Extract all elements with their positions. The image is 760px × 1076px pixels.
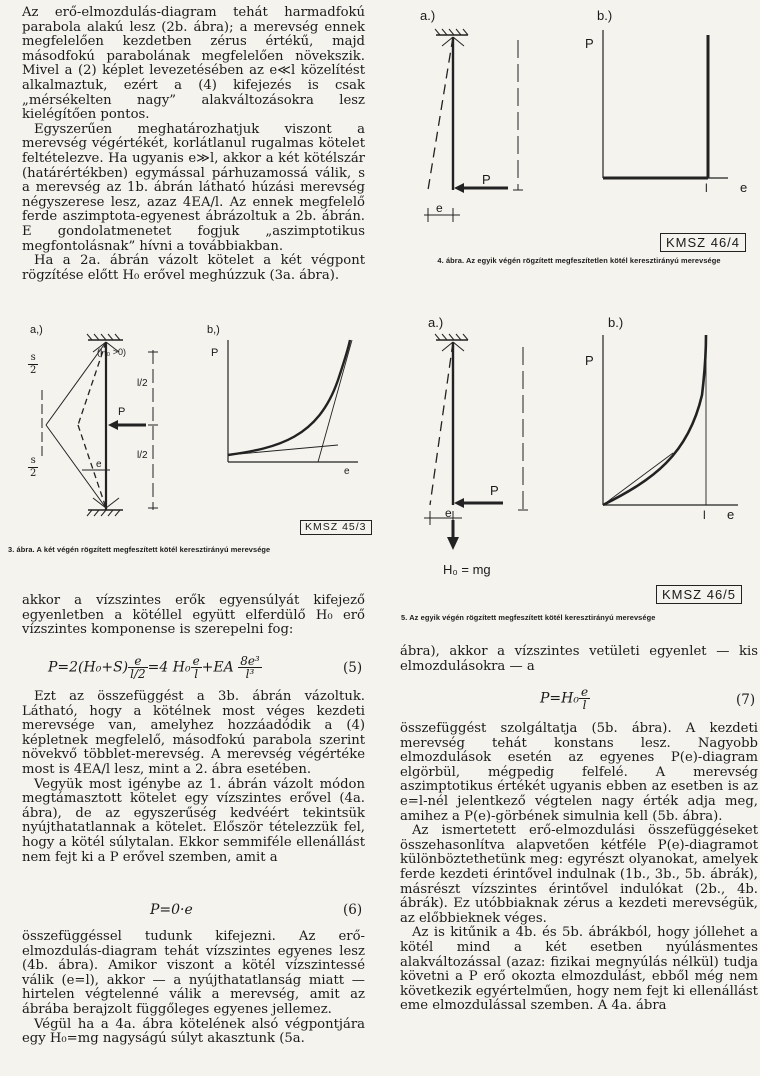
eq5-number: (5) <box>343 660 363 676</box>
fig5-axis-e: e <box>727 507 735 522</box>
left-after6-text <box>22 930 365 1047</box>
fig3-l-half-top: l/2 <box>137 378 148 389</box>
paragraph: Az is kitűnik a 4b. és 5b. ábrákból, hogy jóllehet a kötél mind a két esetben nyúlásmentes alakváltozással (azaz: fizikai megnyúlás nélkül) tudja követni a P erő okozta elmozdulást, ebből még nem következik egyértelműen, hogy nem fejt ki ellenállást eme elmozdulással szemben. A 4a. ábra <box>400 925 758 1014</box>
fig5-axis-p: P <box>585 353 594 368</box>
frac-den: l <box>582 698 587 712</box>
equation-5 <box>48 655 262 680</box>
fig5-caption: 5. Az egyik végén rögzített megfeszített kötél keresztirányú merevsége <box>401 613 656 622</box>
fig4-offset-e: e <box>436 201 443 215</box>
fig3-tag: KMSZ 45/3 <box>300 520 372 535</box>
fig5-label-a: a.) <box>428 315 444 330</box>
fig3-axis-e: e <box>344 466 350 477</box>
fig3-pe-diagram <box>218 340 358 470</box>
right-after7-text <box>400 722 758 1014</box>
fig3-label-b: b,) <box>207 324 220 336</box>
fig3-offset-e: e <box>96 459 102 470</box>
frac-den: l³ <box>245 667 255 681</box>
paragraph: ábra), akkor a vízszintes vetületi egyenlet — kis elmozdulásokra — a <box>400 644 758 674</box>
equation-7 <box>540 686 590 711</box>
fig3-l-half-bottom: l/2 <box>137 450 148 461</box>
fig3-axis-p: P <box>211 347 219 359</box>
eq7-number: (7) <box>736 692 756 708</box>
fig3-h0-note: (H₀ >0) <box>97 347 126 357</box>
eq5-frac3 <box>238 655 262 680</box>
fig3-s-half-top <box>28 352 38 377</box>
s-num: s <box>28 455 38 468</box>
fig4-axis-e: e <box>740 180 748 195</box>
fig5-label-b: b.) <box>608 315 624 330</box>
frac-num: e <box>128 655 148 668</box>
fig3-s-half-bottom <box>28 455 38 480</box>
right-mid-text <box>400 645 758 674</box>
fig3-rope-sketch <box>18 330 198 530</box>
eq5-mid: =4 H₀ <box>147 659 191 676</box>
eq7-lhs: P=H₀ <box>540 690 579 707</box>
eq5-frac2 <box>191 655 202 680</box>
paragraph: Vegyük most igénybe az 1. ábrán vázolt módon megtámasztott kötelet egy vízszintes erővel (4a. ábra), de az egyszerűség kedvéért tekintsük nyújthatatlannak a kötelet. Először tételezzük fel, hogy a kötél súlytalan. Ekkor semmiféle ellenállást nem fejt ki a P erővel szemben, amit a <box>22 776 365 865</box>
fig5-offset-e: e <box>445 506 452 520</box>
paragraph: Az erő-elmozdulás-diagram tehát harmadfokú parabola alakú lesz (2b. ábra); a merevség ennek megfelelően kezdetben zérus értékű, majd másodfokú parabolának megfelelően növekszik. Mivel a (2) képlet levezetésében az e≪l közelítést alkalmaztuk, ezért a (4) kifejezés is csak „mérsékelten nagy” alakváltozásokra lesz kielégítően pontos. <box>22 5 365 123</box>
paragraph: Ezt az összefüggést a 3b. ábrán vázoltuk. Látható, hogy a kötélnek most véges kezdeti merevsége van, amelyhez hozzáadódik a (4) képletnek megfelelő, másodfokú parabola szerint növekvő többlet-merevség. A merevség végértéke most is 4EA/l lesz, mint a 2. ábra esetében. <box>22 689 365 777</box>
fig4-label-b: b.) <box>597 8 613 23</box>
fig4-l-mark: l <box>705 181 708 195</box>
fig5-tag: KMSZ 46/5 <box>656 585 742 604</box>
left-mid-text <box>22 594 365 638</box>
fig4-caption: 4. ábra. Az egyik végén rögzített megfeszítetlen kötél keresztirányú merevsége <box>437 256 721 265</box>
fig4-tag: KMSZ 46/4 <box>660 233 746 252</box>
s-den: 2 <box>30 365 37 376</box>
eq5-plus: +EA <box>201 659 234 676</box>
s-num: s <box>28 352 38 365</box>
fig4-pe-diagram <box>598 30 738 190</box>
paragraph: Az ismertetett erő-elmozdulási összefüggéseket összehasonlítva alapvetően kétféle P(e)-diagramot különböztethetünk meg: egyrészt olyanokat, amelyek ferde kezdeti érintővel indulnak (1b., 3b., 5b. ábrák), másrészt vízszintes érintővel indulókat (2b., 4b. ábrák). Ez utóbbiaknak zérus a kezdeti merevségük, az előbbieknek véges. <box>400 823 758 926</box>
fig3-caption: 3. ábra. A két végén rögzített megfeszített kötél keresztirányú merevsége <box>8 545 271 554</box>
paragraph: Ha a 2a. ábrán vázolt kötelet a két végpont rögzítése előtt H₀ erővel meghúzzuk (3a. ábra). <box>22 253 365 283</box>
eq6-number: (6) <box>343 902 363 918</box>
paragraph: akkor a vízszintes erők egyensúlyát kifejező egyenletben a kötéllel együtt elferdülő H₀ erő vízszintes komponense is szerepelni fog: <box>22 593 365 638</box>
eq5-lhs: P=2(H₀+S) <box>48 659 129 676</box>
eq7-frac <box>579 686 590 711</box>
fig5-l-mark: l <box>703 508 706 522</box>
left-top-text <box>22 6 365 283</box>
left-after5-text <box>22 690 365 865</box>
frac-num: e <box>580 685 589 699</box>
frac-den: l/2 <box>130 667 146 681</box>
paragraph: összefüggéssel tudunk kifejezni. Az erő-elmozdulás-diagram tehát vízszintes egyenes lesz (4b. ábra). Amikor viszont a kötél vízszintessé válik (e=l), akkor — a nyújthatatlanság miatt — hirtelen végtelenné válik a merevség, amit az ábrába berajzolt függőleges egyenes jellemez. <box>22 929 365 1017</box>
fig5-weight-label: H₀ = mg <box>443 562 491 577</box>
fig4-label-a: a.) <box>420 8 436 23</box>
frac-num: e <box>192 654 200 668</box>
fig5-rope-sketch <box>418 335 548 585</box>
fig3-label-a: a,) <box>30 324 43 336</box>
s-den: 2 <box>30 468 37 479</box>
fig4-rope-sketch <box>418 30 538 250</box>
fig4-axis-p: P <box>585 36 594 51</box>
fig3-force-p: P <box>118 406 126 418</box>
paragraph: összefüggést szolgáltatja (5b. ábra). A kezdeti merevség tehát konstans lesz. Nagyobb elmozdulások esetén az egyenes P(e)-diagram elgörbül, mégpedig felfelé. A merevség aszimptotikus értékét ugyanis ebben az esetben is az e=l-nél jelentkező végtelen nagy érték adja meg, amihez a P(e)-görbének simulnia kell (5b. ábra). <box>400 721 758 824</box>
fig5-pe-diagram <box>598 335 738 515</box>
eq5-frac1 <box>128 655 148 680</box>
paragraph: Végül ha a 4a. ábra kötelének alsó végpontjára egy H₀=mg nagyságú súlyt akasztunk (5a. <box>22 1016 365 1047</box>
frac-den: l <box>194 667 199 681</box>
fig4-force-p: P <box>482 172 491 187</box>
equation-6: P=0·e <box>150 902 193 918</box>
paragraph: Egyszerűen meghatározhatjuk viszont a merevség végértékét, korlátlanul rugalmas kötelet feltételezve. Ha ugyanis e≫l, akkor a két kötélszár (határértékben) egymással párhuzamossá válik, s a merevség az 1b. ábrán látható húzási merevség négyszerese lesz, azaz 4EA/l. Az ennek megfelelő ferde aszimptota-egyenest ábrázoltuk a 2b. ábrán. E gondolatmenetet fogjuk „aszimptotikus megfontolásnak” hívni a továbbiakban. <box>22 121 365 254</box>
frac-num: 8e³ <box>240 654 260 668</box>
fig5-force-p: P <box>490 483 499 498</box>
